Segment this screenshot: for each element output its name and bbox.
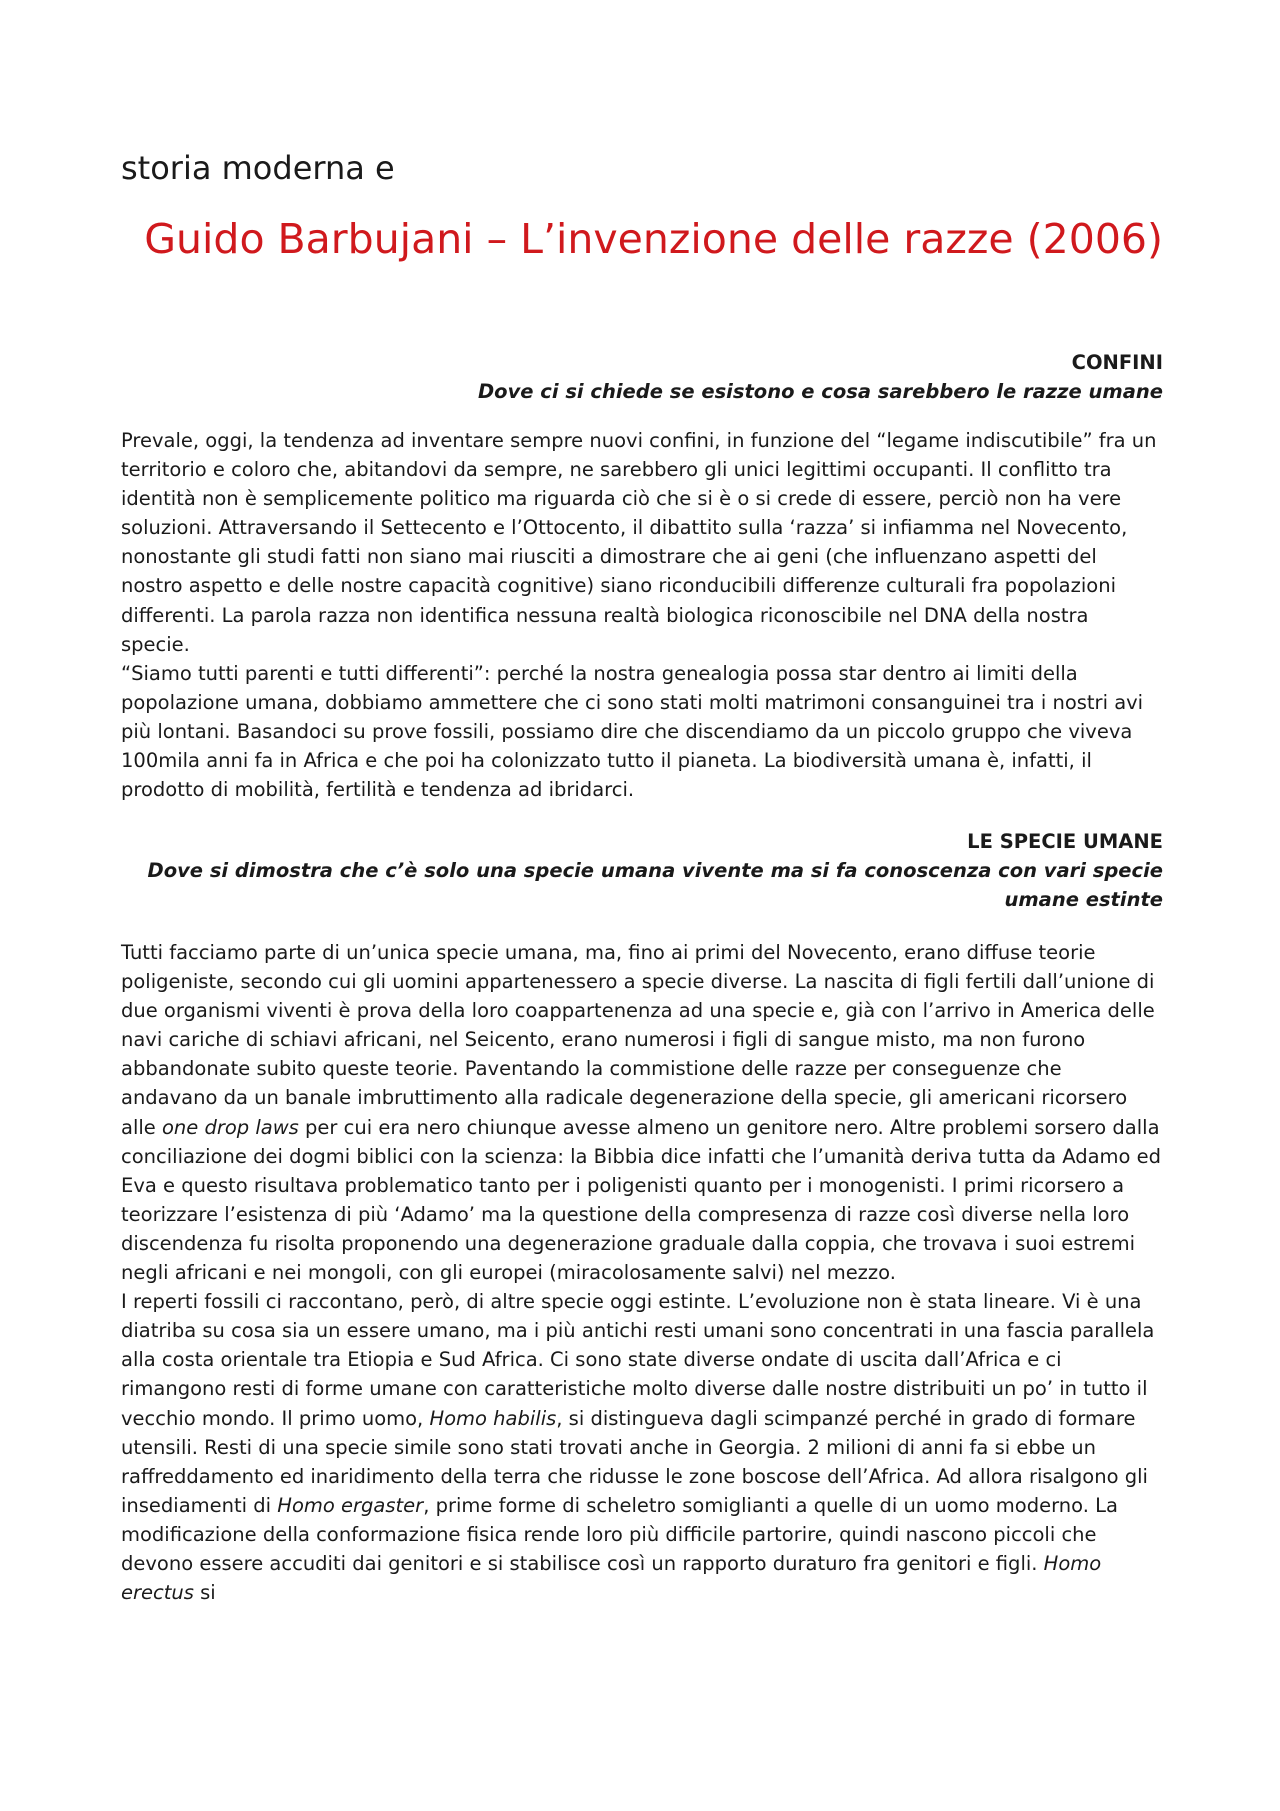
paragraph — [121, 1287, 1163, 1607]
section-heading-confini — [121, 348, 1163, 406]
italic-term: Homo erectus — [121, 1551, 1102, 1605]
text-run: I reperti fossili ci raccontano, però, di altre specie oggi estinte. L’evoluzione non è stata lineare. Vi è una diatriba su cosa sia un essere umano, ma i più antichi resti umani sono concentrati in una fascia parallela alla costa orientale tra Etiopia e Sud Africa. Ci sono state diverse ondate di uscita dall’Africa e ci rimangono resti di forme umane con caratteristiche molto diverse dalle nostre distribuiti un po’ in tutto il vecchio mondo. Il primo uomo, — [121, 1290, 1155, 1430]
section-heading-specie-umane — [121, 827, 1163, 914]
text-run: , si distingueva dagli scimpanzé perché in grado di formare utensili. Resti di una specie simile sono stati trovati anche in Georgia. 2 milioni di anni fa si ebbe un raffreddamento ed inaridimento della terra che ridusse le zone boscose dell’Africa. Ad allora risalgono gli insediamenti di — [121, 1406, 1148, 1517]
italic-term: Homo ergaster — [277, 1493, 424, 1517]
italic-term: one drop laws — [161, 1115, 299, 1139]
text-run: Tutti facciamo parte di un’unica specie umana, ma, fino ai primi del Novecento, erano diffuse teorie poligeniste, secondo cui gli uomini appartenessero a specie diverse. La nascita di figli fertili dall’unione di due organismi viventi è prova della loro coappartenenza ad una specie e, già con l’arrivo in America delle navi cariche di schiavi africani, nel Seicento, erano numerosi i figli di sangue misto, ma non furono abbandonate subito queste teorie. Paventando la commistione delle razze per conseguenze che andavano da un banale imbruttimento alla radicale degenerazione della specie, gli americani ricorsero alle — [121, 941, 1155, 1139]
section-label: CONFINI — [1071, 351, 1163, 374]
paragraph — [121, 938, 1163, 1287]
section-subtitle: Dove si dimostra che c’è solo una specie umana vivente ma si fa conoscenza con vari specie umane estinte — [147, 859, 1163, 911]
italic-term: Homo habilis — [429, 1406, 557, 1430]
text-run: per cui era nero chiunque avesse almeno un genitore nero. Altre problemi sorsero dalla conciliazione dei dogmi biblici con la scienza: la Bibbia dice infatti che l’umanità deriva tutta da Adamo ed Eva e questo risultava problematico tanto per i poligenisti quanto per i monogenisti. I primi ricorsero a teorizzare l’esistenza di più ‘Adamo’ ma la questione della compresenza di razze così diverse nella loro discendenza fu risolta proponendo una degenerazione graduale dalla coppia, che trovava i suoi estremi negli africani e nei mongoli, con gli europei (miracolosamente salvi) nel mezzo. — [121, 1115, 1162, 1285]
text-run: Prevale, oggi, la tendenza ad inventare sempre nuovi confini, in funzione del “legame indiscutibile” fra un territorio e coloro che, abitandovi da sempre, ne sarebbero gli unici legittimi occupanti. Il conflitto tra identità non è semplicemente politico ma riguarda ciò che si è o si crede di essere, perciò non ha vere soluzioni. Attraversando il Settecento e l’Ottocento, il dibattito sulla ‘razza’ si infiamma nel Novecento, nonostante gli studi fatti non siano mai riusciti a dimostrare che ai geni (che influenzano aspetti del nostro aspetto e delle nostre capacità cognitive) siano riconducibili differenze culturali fra popolazioni differenti. La parola razza non identifica nessuna realtà biologica riconoscibile nel DNA della nostra specie. — [121, 429, 1157, 656]
section-body-specie-umane — [121, 938, 1163, 1607]
section-body-confini — [121, 426, 1163, 804]
document-title: Guido Barbujani – L’invenzione delle razze (2006) — [144, 215, 1163, 263]
section-label: LE SPECIE UMANE — [967, 830, 1163, 853]
category-heading: storia moderna e — [121, 149, 395, 187]
text-run: “Siamo tutti parenti e tutti differenti”: perché la nostra genealogia possa star dentro ai limiti della popolazione umana, dobbiamo ammettere che ci sono stati molti matrimoni consanguinei tra i nostri avi più lontani. Basandoci su prove fossili, possiamo dire che discendiamo da un piccolo gruppo che viveva 100mila anni fa in Africa e che poi ha colonizzato tutto il pianeta. La biodiversità umana è, infatti, il prodotto di mobilità, fertilità e tendenza ad ibridarci. — [121, 661, 1144, 802]
section-subtitle: Dove ci si chiede se esistono e cosa sarebbero le razze umane — [477, 380, 1163, 403]
text-run: , prime forme di scheletro somiglianti a quelle di un uomo moderno. La modificazione della conformazione fisica rende loro più difficile partorire, quindi nascono piccoli che devono essere accuditi dai genitori e si stabilisce così un rapporto duraturo fra genitori e figli. — [121, 1493, 1118, 1575]
text-run: si — [193, 1581, 216, 1605]
paragraph — [121, 426, 1163, 659]
paragraph — [121, 659, 1163, 804]
